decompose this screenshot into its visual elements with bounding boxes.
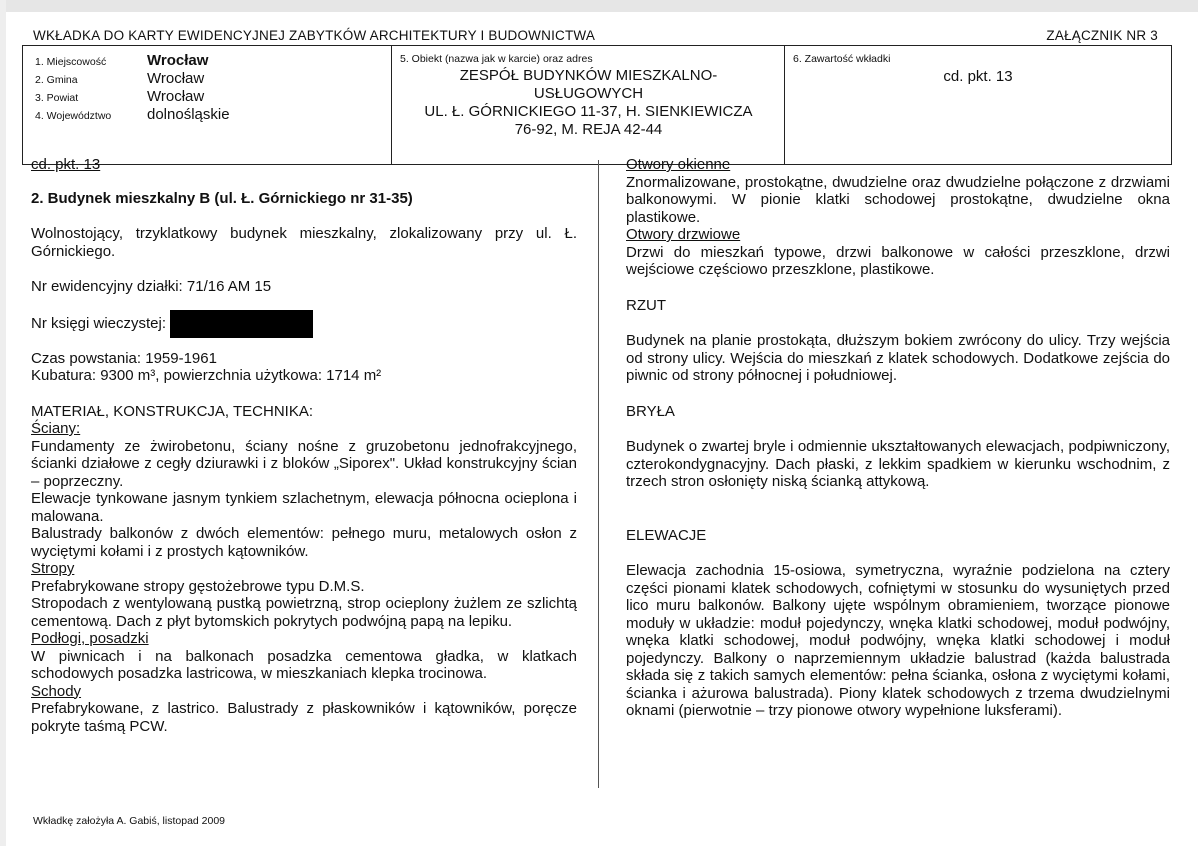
location-row-district [35, 88, 204, 105]
object-line: USŁUGOWYCH [533, 85, 644, 102]
continued-marker: cd. pkt. 13 [31, 156, 101, 173]
elevations-heading: ELEWACJE [626, 526, 707, 544]
contents-cell [784, 46, 1171, 164]
location-label: 2. Gmina [35, 74, 78, 86]
plan-heading: RZUT [626, 296, 666, 314]
doors-paragraph: Drzwi do mieszkań typowe, drzwi balkonowe w całości przeszklone, drzwi wejściowe częściowo przeszklone, plastikowe. [626, 243, 1170, 278]
contents-value: cd. pkt. 13 [943, 68, 1013, 85]
location-label: 1. Miejscowość [35, 56, 107, 68]
location-value: Wrocław [147, 88, 205, 105]
walls-paragraph: Balustrady balkonów z dwóch elementów: pełnego muru, metalowych osłon z wyciętymi kołami i z prostych kątowników. [31, 525, 577, 560]
location-row-commune [35, 70, 204, 87]
materials-heading: MATERIAŁ, KONSTRUKCJA, TECHNIKA: [31, 402, 313, 420]
location-cell [23, 46, 391, 164]
scan-edge-top [0, 0, 1198, 12]
scan-edge-left [0, 0, 6, 846]
land-register [31, 310, 577, 338]
building-intro: Wolnostojący, trzyklatkowy budynek mieszkalny, zlokalizowany przy ul. Ł. Górnickiego. [31, 225, 577, 260]
object-line: ZESPÓŁ BUDYNKÓW MIESZKALNO- [459, 67, 718, 84]
windows-heading: Otwory okienne [626, 156, 731, 173]
elevations-paragraph: Elewacja zachodnia 15-osiowa, symetryczna, wyraźnie podzielona na cztery części pionami klatek schodowych, cofniętymi w stosunku do wysuniętych przed lico muru balkonów. Balkony ujęte wspólnym obramieniem, tworzące pionowe moduły w układzie: moduł pojedynczy, wnęka klatki schodowej, moduł podwójny, wnęka klatki schodowej, moduł podwójny, wnęka klatki schodowej i moduł pojedynczy. Balkony o naprzemiennym układzie balustrad (każda balustrada składa się z takich samych elementów: pełna ścianka, osłona z wyciętymi kołami, ścianka i ażurowa balustrada). Piony klatek schodowych z trzema dwudzielnymi oknami (pierwotnie – trzy pionowe otwory wypełnione luksferami). [626, 562, 1170, 719]
ceilings-paragraph: Prefabrykowane stropy gęstożebrowe typu D.M.S. [31, 577, 365, 595]
ceilings-paragraph: Stropodach z wentylowaną pustką powietrzną, strop ocieplony żużlem ze szlichtą cementową. Dach z płyt bytomskich pokrytych podwójną papą na lepiku. [31, 595, 577, 630]
object-label: 5. Obiekt (nazwa jak w karcie) oraz adres [400, 53, 593, 65]
object-cell [391, 46, 785, 164]
info-table [22, 45, 1172, 165]
column-divider [598, 160, 599, 788]
left-column [31, 156, 577, 735]
right-column [626, 156, 1170, 720]
location-label: 4. Województwo [35, 110, 112, 122]
contents-label: 6. Zawartość wkładki [793, 53, 891, 65]
floors-paragraph: W piwnicach i na balkonach posadzka cementowa gładka, w klatkach schodowych posadzka lastricowa, w mieszkaniach klepka trocinowa. [31, 647, 577, 682]
location-row-voivodeship [35, 106, 230, 123]
mass-heading: BRYŁA [626, 402, 675, 420]
location-value: Wrocław [147, 52, 209, 69]
building-title: 2. Budynek mieszkalny B (ul. Ł. Górnickiego nr 31-35) [31, 189, 413, 207]
walls-paragraph: Elewacje tynkowane jasnym tynkiem szlachetnym, elewacja północna ocieplona i malowana. [31, 490, 577, 525]
stairs-paragraph: Prefabrykowane, z lastrico. Balustrady z płaskowników i kątowników, poręcze pokryte taśmą PCW. [31, 700, 577, 735]
object-name [392, 67, 785, 139]
walls-paragraph: Fundamenty ze żwirobetonu, ściany nośne z gruzobetonu jednofrakcyjnego, ścianki działowe z cegły dziurawki i z bloków „Siporex". Układ konstrukcyjny ścian – poprzeczny. [31, 437, 577, 490]
object-line: UL. Ł. GÓRNICKIEGO 11-37, H. SIENKIEWICZA [424, 103, 753, 120]
plan-paragraph: Budynek na planie prostokąta, dłuższym bokiem zwrócony do ulicy. Trzy wejścia od strony ulicy. Wejścia do mieszkań z klatek schodowych. Dodatkowe zejścia do piwnic od strony północnej i południowej. [626, 332, 1170, 384]
attachment-number: ZAŁĄCZNIK NR 3 [1046, 28, 1158, 43]
construction-time: Czas powstania: 1959-1961 [31, 349, 217, 367]
location-row-town [35, 52, 208, 69]
floors-heading: Podłogi, posadzki [31, 630, 149, 647]
mass-paragraph: Budynek o zwartej bryle i odmiennie ukształtowanych elewacjach, podpiwniczony, czterokondygnacyjny. Dach płaski, z lekkim spadkiem w kierunku wschodnim, z trzech stron osłonięty niską ścianką attykową. [626, 438, 1170, 490]
document-title: WKŁADKA DO KARTY EWIDENCYJNEJ ZABYTKÓW ARCHITEKTURY I BUDOWNICTWA [33, 28, 596, 43]
location-value: dolnośląskie [147, 106, 230, 123]
plot-number: Nr ewidencyjny działki: 71/16 AM 15 [31, 278, 272, 295]
walls-heading: Ściany: [31, 420, 81, 437]
doors-heading: Otwory drzwiowe [626, 226, 741, 243]
object-line: 76-92, M. REJA 42-44 [514, 121, 663, 138]
document-header [33, 28, 1158, 43]
redaction-block [170, 310, 313, 338]
windows-paragraph: Znormalizowane, prostokątne, dwudzielne oraz dwudzielne połączone z drzwiami balkonowymi. W pionie klatki schodowej prostokątne, dwudzielne okna plastikowe. [626, 173, 1170, 226]
location-value: Wrocław [147, 70, 205, 87]
land-register-label: Nr księgi wieczystej: [31, 314, 167, 332]
ceilings-heading: Stropy [31, 560, 75, 577]
footer-author: Wkładkę założyła A. Gabiś, listopad 2009 [33, 815, 226, 827]
stairs-heading: Schody [31, 682, 82, 700]
volume-area: Kubatura: 9300 m³, powierzchnia użytkowa: 1714 m² [31, 367, 382, 384]
location-label: 3. Powiat [35, 92, 79, 104]
